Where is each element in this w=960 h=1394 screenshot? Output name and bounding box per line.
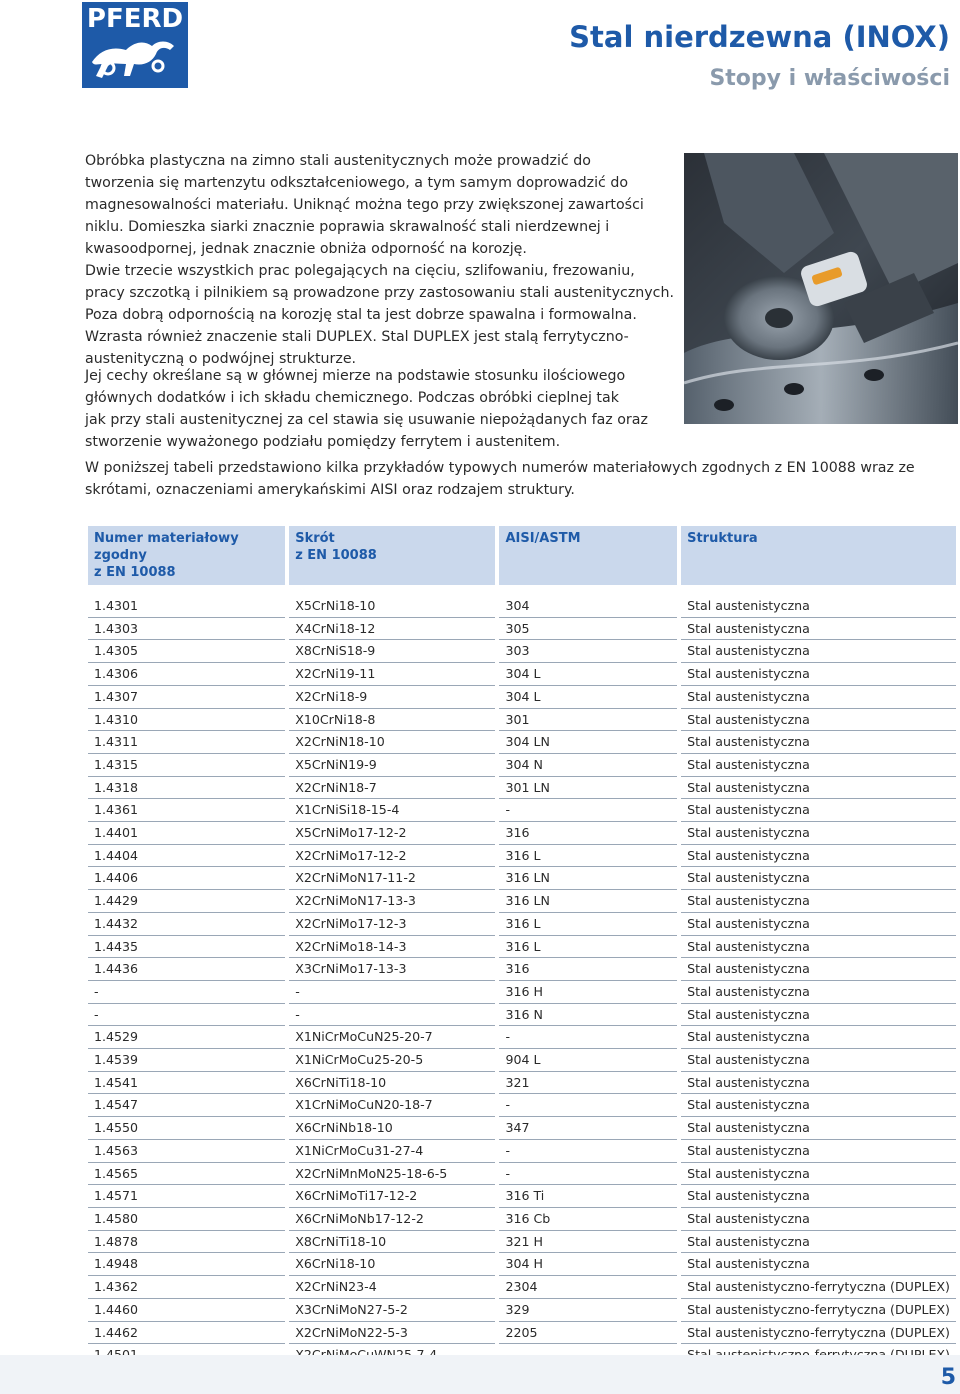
table-row [88, 799, 956, 822]
text-line: magnesowalności materiału. Uniknąć można tego przy zwiększonej zawartości [85, 197, 644, 213]
table-body [88, 585, 956, 1367]
table-row [88, 777, 956, 800]
cell-aisi: 304 LN [499, 731, 677, 754]
cell-material-number: 1.4307 [88, 686, 285, 709]
cell-aisi: 2205 [499, 1322, 677, 1345]
text-line: Wzrasta również znaczenie stali DUPLEX. Stal DUPLEX jest stalą ferrytyczno- [85, 329, 629, 345]
cell-material-number: 1.4529 [88, 1026, 285, 1049]
cell-material-number: 1.4436 [88, 958, 285, 981]
cell-abbreviation: X2CrNiMoN17-13-3 [289, 890, 495, 913]
cell-abbreviation: X2CrNiMnMoN25-18-6-5 [289, 1163, 495, 1186]
cell-aisi: 316 N [499, 1004, 677, 1027]
cell-abbreviation: X2CrNi19-11 [289, 663, 495, 686]
cell-material-number: 1.4539 [88, 1049, 285, 1072]
cell-aisi: 316 Ti [499, 1185, 677, 1208]
cell-structure: Stal austenistyczna [681, 777, 956, 800]
cell-abbreviation: X1CrNiMoCuN20-18-7 [289, 1094, 495, 1117]
pferd-logo [82, 2, 188, 88]
table-row [88, 1163, 956, 1186]
cell-material-number: 1.4432 [88, 913, 285, 936]
table-row [88, 595, 956, 618]
cell-aisi: 305 [499, 618, 677, 641]
cell-structure: Stal austenistyczna [681, 1004, 956, 1027]
cell-material-number: 1.4460 [88, 1299, 285, 1322]
table-row [88, 1072, 956, 1095]
cell-abbreviation: X8CrNiTi18-10 [289, 1231, 495, 1254]
cell-aisi: 304 L [499, 686, 677, 709]
table-row [88, 686, 956, 709]
text-line: kwasoodpornej, jednak znacznie obniża odporność na korozję. [85, 241, 527, 257]
text-line: W poniższej tabeli przedstawiono kilka przykładów typowych numerów materiałowych zgodnych z EN 10088 wraz ze [85, 460, 915, 476]
cell-aisi: 321 [499, 1072, 677, 1095]
cell-material-number: 1.4361 [88, 799, 285, 822]
cell-abbreviation: X5CrNi18-10 [289, 595, 495, 618]
cell-aisi: 301 [499, 709, 677, 732]
cell-aisi: 304 H [499, 1253, 677, 1276]
cell-aisi: 304 L [499, 663, 677, 686]
cell-abbreviation: X4CrNi18-12 [289, 618, 495, 641]
cell-aisi: 904 L [499, 1049, 677, 1072]
paragraph-1 [85, 150, 644, 260]
cell-structure: Stal austenistyczna [681, 1253, 956, 1276]
cell-material-number: 1.4571 [88, 1185, 285, 1208]
table-row [88, 867, 956, 890]
cell-aisi: 316 L [499, 936, 677, 959]
cell-structure: Stal austenistyczna [681, 936, 956, 959]
page-subtitle: Stopy i właściwości [709, 66, 950, 91]
cell-abbreviation: X6CrNiMoTi17-12-2 [289, 1185, 495, 1208]
cell-structure: Stal austenistyczna [681, 1140, 956, 1163]
materials-table [84, 526, 960, 1367]
text-line: Dwie trzecie wszystkich prac polegających na cięciu, szlifowaniu, frezowaniu, [85, 263, 635, 279]
cell-abbreviation: - [289, 1004, 495, 1027]
cell-structure: Stal austenistyczna [681, 1094, 956, 1117]
cell-abbreviation: X1NiCrMoCu31-27-4 [289, 1140, 495, 1163]
cell-material-number: 1.4401 [88, 822, 285, 845]
table-row [88, 640, 956, 663]
cell-aisi: - [499, 1094, 677, 1117]
table-row [88, 1140, 956, 1163]
cell-material-number: 1.4404 [88, 845, 285, 868]
text-line: Poza dobrą odpornością na korozję stal ta jest dobrze spawalna i formowalna. [85, 307, 637, 323]
cell-material-number: 1.4541 [88, 1072, 285, 1095]
table-row [88, 1185, 956, 1208]
cell-material-number: 1.4406 [88, 867, 285, 890]
cell-material-number: 1.4563 [88, 1140, 285, 1163]
cell-aisi: 316 L [499, 845, 677, 868]
cell-aisi: 329 [499, 1299, 677, 1322]
table-row [88, 913, 956, 936]
cell-material-number: 1.4301 [88, 595, 285, 618]
table-row [88, 1253, 956, 1276]
cell-abbreviation: X5CrNiN19-9 [289, 754, 495, 777]
text-line: Jej cechy określane są w głównej mierze na podstawie stosunku ilościowego [85, 368, 626, 384]
cell-structure: Stal austenistyczna [681, 822, 956, 845]
col-header-abbreviation: Skrót z EN 10088 [289, 526, 495, 585]
cell-aisi: 304 N [499, 754, 677, 777]
cell-material-number: 1.4547 [88, 1094, 285, 1117]
photo-illustration [684, 153, 958, 424]
cell-material-number: 1.4311 [88, 731, 285, 754]
footer-band [0, 1355, 960, 1394]
cell-material-number: - [88, 1004, 285, 1027]
table-row [88, 936, 956, 959]
cell-abbreviation: X8CrNiS18-9 [289, 640, 495, 663]
cell-abbreviation: X6CrNiNb18-10 [289, 1117, 495, 1140]
cell-aisi: 316 LN [499, 867, 677, 890]
cell-material-number: 1.4305 [88, 640, 285, 663]
cell-structure: Stal austenistyczna [681, 1026, 956, 1049]
cell-abbreviation: X2CrNiMo17-12-2 [289, 845, 495, 868]
cell-material-number: 1.4310 [88, 709, 285, 732]
text-line: austenityczną o podwójnej strukturze. [85, 351, 357, 367]
cell-material-number: 1.4362 [88, 1276, 285, 1299]
cell-aisi: 316 Cb [499, 1208, 677, 1231]
cell-abbreviation: - [289, 981, 495, 1004]
table-row [88, 1049, 956, 1072]
cell-aisi: 301 LN [499, 777, 677, 800]
cell-structure: Stal austenistyczna [681, 1049, 956, 1072]
cell-structure: Stal austenistyczno-ferrytyczna (DUPLEX) [681, 1299, 956, 1322]
col-header-structure: Struktura [681, 526, 956, 585]
cell-material-number: 1.4435 [88, 936, 285, 959]
table-row [88, 981, 956, 1004]
cell-structure: Stal austenistyczna [681, 1163, 956, 1186]
table-row [88, 822, 956, 845]
cell-aisi: 316 L [499, 913, 677, 936]
text-line: skrótami, oznaczeniami amerykańskimi AISI oraz rodzajem struktury. [85, 482, 575, 498]
table-row [88, 663, 956, 686]
text-line: pracy szczotką i pilnikiem są prowadzone przy zastosowaniu stali austenitycznych. [85, 285, 674, 301]
col-header-aisi: AISI/ASTM [499, 526, 677, 585]
cell-abbreviation: X6CrNi18-10 [289, 1253, 495, 1276]
cell-structure: Stal austenistyczna [681, 958, 956, 981]
table-row [88, 958, 956, 981]
page-title: Stal nierdzewna (INOX) [569, 20, 950, 54]
cell-structure: Stal austenistyczna [681, 867, 956, 890]
cell-material-number: 1.4878 [88, 1231, 285, 1254]
cell-material-number: 1.4303 [88, 618, 285, 641]
cell-material-number: 1.4565 [88, 1163, 285, 1186]
cell-aisi: 316 H [499, 981, 677, 1004]
cell-abbreviation: X3CrNiMo17-13-3 [289, 958, 495, 981]
page-number: 5 [940, 1365, 956, 1390]
table-row [88, 1094, 956, 1117]
cell-structure: Stal austenistyczna [681, 1231, 956, 1254]
table-row [88, 754, 956, 777]
cell-material-number: 1.4550 [88, 1117, 285, 1140]
cell-abbreviation: X6CrNiMoNb17-12-2 [289, 1208, 495, 1231]
cell-structure: Stal austenistyczna [681, 799, 956, 822]
cell-abbreviation: X2CrNiN18-10 [289, 731, 495, 754]
table-row [88, 1276, 956, 1299]
cell-aisi: - [499, 1163, 677, 1186]
cell-aisi: 303 [499, 640, 677, 663]
table-row [88, 1004, 956, 1027]
text-line: stworzenie wyważonego podziału pomiędzy ferrytem i austenitem. [85, 434, 561, 450]
table-row [88, 1208, 956, 1231]
table-row [88, 890, 956, 913]
logo-text: PFERD [86, 4, 184, 34]
cell-structure: Stal austenistyczna [681, 640, 956, 663]
cell-abbreviation: X5CrNiMo17-12-2 [289, 822, 495, 845]
paragraph-2 [85, 260, 674, 370]
paragraph-4 [85, 457, 915, 501]
cell-structure: Stal austenistyczna [681, 845, 956, 868]
cell-structure: Stal austenistyczno-ferrytyczna (DUPLEX) [681, 1276, 956, 1299]
cell-aisi: 316 LN [499, 890, 677, 913]
cell-structure: Stal austenistyczna [681, 663, 956, 686]
cell-material-number: 1.4580 [88, 1208, 285, 1231]
cell-structure: Stal austenistyczna [681, 981, 956, 1004]
cell-abbreviation: X1CrNiSi18-15-4 [289, 799, 495, 822]
cell-material-number: - [88, 981, 285, 1004]
cell-aisi: - [499, 1140, 677, 1163]
cell-abbreviation: X2CrNiMoN17-11-2 [289, 867, 495, 890]
cell-structure: Stal austenistyczna [681, 1208, 956, 1231]
cell-abbreviation: X2CrNiN18-7 [289, 777, 495, 800]
cell-aisi: 321 H [499, 1231, 677, 1254]
cell-structure: Stal austenistyczna [681, 618, 956, 641]
cell-structure: Stal austenistyczna [681, 1185, 956, 1208]
cell-aisi: 316 [499, 822, 677, 845]
col-header-material-number: Numer materiałowy zgodny z EN 10088 [88, 526, 285, 585]
cell-structure: Stal austenistyczna [681, 754, 956, 777]
cell-aisi: - [499, 1026, 677, 1049]
cell-abbreviation: X3CrNiMoN27-5-2 [289, 1299, 495, 1322]
text-line: Obróbka plastyczna na zimno stali austenitycznych może prowadzić do [85, 153, 591, 169]
table-row [88, 1117, 956, 1140]
cell-aisi: 347 [499, 1117, 677, 1140]
cell-aisi: 304 [499, 595, 677, 618]
cell-abbreviation: X1NiCrMoCuN25-20-7 [289, 1026, 495, 1049]
cell-structure: Stal austenistyczna [681, 709, 956, 732]
text-line: tworzenia się martenzytu odkształceniowego, a tym samym doprowadzić do [85, 175, 629, 191]
cell-abbreviation: X2CrNi18-9 [289, 686, 495, 709]
cell-material-number: 1.4429 [88, 890, 285, 913]
table-row [88, 1231, 956, 1254]
table-row [88, 845, 956, 868]
cell-aisi: - [499, 799, 677, 822]
cell-material-number: 1.4318 [88, 777, 285, 800]
table-row [88, 1026, 956, 1049]
cell-abbreviation: X10CrNi18-8 [289, 709, 495, 732]
cell-abbreviation: X6CrNiTi18-10 [289, 1072, 495, 1095]
cell-structure: Stal austenistyczno-ferrytyczna (DUPLEX) [681, 1322, 956, 1345]
table-row [88, 618, 956, 641]
paragraph-3 [85, 365, 648, 453]
cell-material-number: 1.4948 [88, 1253, 285, 1276]
cell-structure: Stal austenistyczna [681, 890, 956, 913]
cell-aisi: 2304 [499, 1276, 677, 1299]
cell-abbreviation: X2CrNiN23-4 [289, 1276, 495, 1299]
table-row [88, 731, 956, 754]
table-spacer [88, 585, 956, 595]
cell-structure: Stal austenistyczna [681, 913, 956, 936]
table-row [88, 709, 956, 732]
cell-abbreviation: X2CrNiMoN22-5-3 [289, 1322, 495, 1345]
cell-structure: Stal austenistyczna [681, 686, 956, 709]
cell-material-number: 1.4306 [88, 663, 285, 686]
text-line: głównych dodatków i ich składu chemicznego. Podczas obróbki cieplnej tak [85, 390, 619, 406]
table-row [88, 1322, 956, 1345]
cell-abbreviation: X2CrNiMo18-14-3 [289, 936, 495, 959]
horse-logo-icon [86, 32, 184, 84]
cell-abbreviation: X1NiCrMoCu25-20-5 [289, 1049, 495, 1072]
cell-abbreviation: X2CrNiMo17-12-3 [289, 913, 495, 936]
cell-material-number: 1.4315 [88, 754, 285, 777]
text-line: jak przy stali austenitycznej za cel stawia się usuwanie niepożądanych faz oraz [85, 412, 648, 428]
cell-aisi: 316 [499, 958, 677, 981]
cell-material-number: 1.4462 [88, 1322, 285, 1345]
table-header-row [88, 526, 956, 585]
cell-structure: Stal austenistyczna [681, 595, 956, 618]
angle-grinder-photo [684, 153, 958, 424]
cell-structure: Stal austenistyczna [681, 1117, 956, 1140]
table-row [88, 1299, 956, 1322]
cell-structure: Stal austenistyczna [681, 1072, 956, 1095]
text-line: niklu. Domieszka siarki znacznie poprawia skrawalność stali nierdzewnej i [85, 219, 610, 235]
cell-structure: Stal austenistyczna [681, 731, 956, 754]
